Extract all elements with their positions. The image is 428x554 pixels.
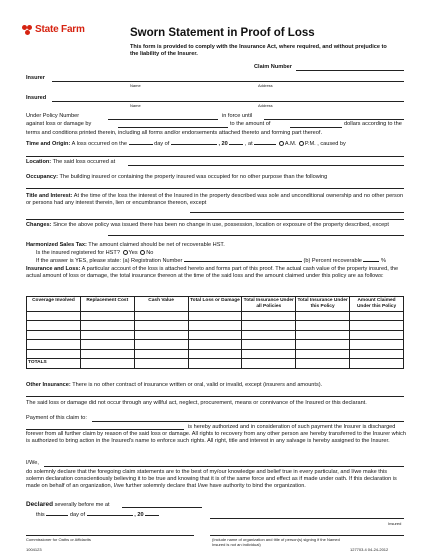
loss-table — [26, 296, 404, 369]
table-row — [27, 311, 404, 321]
totals-cell[interactable] — [134, 359, 188, 369]
declared-day-field[interactable] — [46, 515, 68, 516]
changes-row — [26, 222, 406, 229]
organization-label: (Include name of organization and title of person(s) signing if the Named Insured is not an individual) — [212, 537, 340, 547]
insured-signature-field[interactable] — [210, 518, 404, 519]
table-cell[interactable] — [134, 311, 188, 321]
title-interest-field-2[interactable] — [26, 219, 404, 220]
other-insurance-text: There is no other contract of insurance written or oral, valid or invalid, except (insurers and amounts). — [72, 382, 323, 388]
occupancy-text: The building insured or containing the property insured was occupied for no other purpose than the following — [59, 174, 328, 180]
caused-by-label: , caused by — [317, 141, 346, 147]
loss-table-header-cell: Replacement Cost — [80, 297, 134, 312]
totals-label: TOTALS — [27, 359, 81, 369]
hst-no-radio[interactable] — [140, 250, 145, 255]
table-cell[interactable] — [27, 330, 81, 340]
title-interest-field[interactable] — [190, 212, 404, 213]
table-cell[interactable] — [134, 340, 188, 350]
state-farm-logo — [22, 24, 85, 37]
table-cell[interactable] — [350, 321, 404, 331]
table-cell[interactable] — [296, 311, 350, 321]
policy-number-label: Under Policy Number — [26, 113, 80, 119]
loss-table-header-cell: Total Insurance Under all Policies — [242, 297, 296, 312]
table-cell[interactable] — [188, 330, 242, 340]
pm-label: P.M. — [304, 141, 316, 147]
hst-registration-field[interactable] — [184, 261, 302, 262]
totals-cell[interactable] — [242, 359, 296, 369]
hst-details-row — [36, 258, 386, 265]
hst-registration-label: If the answer is YES, please state: (a) Registration Number — [36, 258, 183, 264]
form-number: 1004123 — [26, 547, 42, 552]
occupancy-label: Occupancy: — [26, 174, 59, 180]
insurance-loss-text: A particular account of the loss is attached hereto and forms part of this proof. The actual cash value of the property insured, the actual amount of loss or damage, the total insurance thereon at the time of the said loss and the amount claimed under this policy are as follows: — [26, 266, 399, 279]
time-origin-text-b: day of — [154, 141, 170, 147]
table-cell[interactable] — [242, 321, 296, 331]
declaration-text: do solemnly declare that the foregoing claim statements are to the best of my/our knowledge and belief true in every particular, and I/we make this solemn declaration conscientiously believing it to be true and knowing that it is of the same force and effect as if made under oath. If this declaration is made on behalf of an organization, I/we further solemnly declare that I/we have authority to bind the organization. — [26, 469, 397, 489]
insurer-label: Insurer — [26, 75, 45, 81]
table-cell[interactable] — [27, 349, 81, 359]
declarant-name-field[interactable] — [44, 466, 404, 467]
occupancy-row — [26, 174, 406, 181]
loss-table-header — [27, 297, 404, 312]
hst-row — [26, 242, 225, 249]
this-label: this — [36, 512, 45, 518]
hst-label: Harmonized Sales Tax: — [26, 242, 87, 248]
table-cell[interactable] — [188, 321, 242, 331]
time-at-label: , at — [244, 141, 253, 147]
table-cell[interactable] — [188, 340, 242, 350]
location-label: Location: — [26, 159, 52, 165]
hst-yes-radio[interactable] — [123, 250, 128, 255]
table-cell[interactable] — [242, 340, 296, 350]
changes-field[interactable] — [108, 235, 404, 236]
dollars-according-label: dollars according to the — [344, 121, 402, 127]
loss-table-header-cell: Amount Claimed Under this Policy — [350, 297, 404, 312]
declared-date-row — [36, 512, 159, 519]
table-row — [27, 321, 404, 331]
revision-number: 127703.4 04-24-2012 — [350, 547, 389, 552]
iwe-label: I/We, — [26, 460, 39, 466]
insured-name-sub: Name — [130, 103, 141, 108]
table-cell[interactable] — [27, 311, 81, 321]
form-intro: This form is provided to comply with the Insurance Act, where required, and without prejudice to the liability of the Insurer. — [130, 44, 387, 57]
table-cell[interactable] — [134, 321, 188, 331]
in-force-label: in force until — [222, 113, 253, 119]
table-cell[interactable] — [296, 321, 350, 331]
policy-number-field[interactable] — [108, 119, 218, 120]
hst-question-row — [36, 250, 153, 257]
month-field[interactable] — [171, 144, 217, 145]
loss-table-header-cell: Total Loss or Damage — [188, 297, 242, 312]
title-interest-row — [26, 193, 406, 207]
loss-table-header-cell: Coverage Involved — [27, 297, 81, 312]
insured-signature-label: Insured — [388, 521, 402, 526]
table-cell[interactable] — [27, 340, 81, 350]
declared-label: Declared — [26, 501, 53, 508]
table-cell[interactable] — [296, 330, 350, 340]
loss-table-header-cell: Cash Value — [134, 297, 188, 312]
table-cell[interactable] — [80, 311, 134, 321]
insurer-name-sub: Name — [130, 83, 141, 88]
table-cell[interactable] — [134, 349, 188, 359]
table-cell[interactable] — [188, 349, 242, 359]
against-loss-label: against loss or damage by — [26, 121, 92, 127]
location-text: The said loss occurred at — [52, 159, 116, 165]
form-title: Sworn Statement in Proof of Loss — [130, 27, 315, 39]
table-cell[interactable] — [296, 340, 350, 350]
commissioner-signature-field[interactable] — [26, 535, 194, 536]
hst-percent-label: (b) Percent recoverable — [303, 258, 362, 264]
pm-radio[interactable] — [299, 141, 304, 146]
declared-text: severally before me at — [54, 502, 110, 508]
table-cell[interactable] — [242, 311, 296, 321]
other-insurance-label: Other Insurance: — [26, 382, 71, 388]
insured-address-sub: Address — [258, 103, 273, 108]
hst-text: The amount claimed should be net of recoverable HST. — [88, 242, 225, 248]
declared-location-field[interactable] — [122, 507, 202, 508]
totals-row — [27, 359, 404, 369]
totals-cell[interactable] — [188, 359, 242, 369]
time-field[interactable] — [254, 144, 276, 145]
hst-no-label: No — [146, 250, 154, 256]
table-cell[interactable] — [350, 311, 404, 321]
insurer-address-sub: Address — [258, 83, 273, 88]
terms-text: terms and conditions printed therein, including all forms and/or endorsements attached thereto and forming part thereof. — [26, 130, 323, 136]
changes-text: Since the above policy was issued there has been no change in use, possession, location or exposure of the property described, except — [53, 222, 389, 228]
payment-label: Payment of this claim to: — [26, 415, 87, 421]
hst-question: Is the insured registered for HST? — [36, 250, 120, 256]
day-field[interactable] — [129, 144, 153, 145]
state-farm-ovals-icon — [22, 25, 33, 35]
am-label: A.M. — [284, 141, 297, 147]
loss-cause-field[interactable] — [118, 127, 228, 128]
totals-cell[interactable] — [350, 359, 404, 369]
claim-number-label: Claim Number — [254, 64, 292, 70]
table-cell[interactable] — [27, 321, 81, 331]
hst-percent-field[interactable] — [363, 261, 379, 262]
table-cell[interactable] — [80, 330, 134, 340]
title-interest-label: Title and Interest: — [26, 193, 73, 199]
table-row — [27, 330, 404, 340]
logo-text: State Farm — [35, 24, 85, 35]
location-row — [26, 159, 115, 166]
loss-table-header-cell: Total Insurance Under this Policy — [296, 297, 350, 312]
table-cell[interactable] — [296, 349, 350, 359]
amount-label: to the amount of — [230, 121, 271, 127]
changes-label: Changes: — [26, 222, 52, 228]
amount-field[interactable] — [290, 127, 342, 128]
totals-cell[interactable] — [296, 359, 350, 369]
declared-year-field[interactable] — [145, 515, 159, 516]
year-field[interactable] — [229, 144, 243, 145]
time-origin-text-a: A loss occurred on the — [71, 141, 127, 147]
table-cell[interactable] — [134, 330, 188, 340]
fraud-text: The said loss or damage did not occur through any willful act, neglect, procurement, means or connivance of the Insured or this declarant. — [26, 400, 367, 406]
other-insurance-field[interactable] — [26, 396, 404, 397]
hst-yes-label: Yes — [128, 250, 138, 256]
totals-cell[interactable] — [80, 359, 134, 369]
insurance-loss-label: Insurance and Loss: — [26, 266, 81, 272]
table-row — [27, 349, 404, 359]
table-row — [27, 340, 404, 350]
table-cell[interactable] — [188, 311, 242, 321]
cause-field[interactable] — [26, 156, 404, 157]
declared-month-field[interactable] — [87, 515, 133, 516]
declared-year-prefix: , 20 — [134, 512, 144, 518]
insured-field[interactable] — [52, 101, 404, 102]
table-cell[interactable] — [80, 349, 134, 359]
payment-text: is hereby authorized and in consideration of such payment the Insurer is discharged forever from all further claim by reason of the said loss or damage. All rights to recovery from any other person are hereby transferred to the Insurer which is authorized to bring action in the Insured's name to enforce such rights. All right, title and interest in any salvage is hereby assigned to the Insurer. — [26, 424, 406, 444]
insured-label: Insured — [26, 95, 47, 101]
in-force-until-field[interactable] — [264, 119, 404, 120]
year-prefix: , 20 — [218, 141, 228, 147]
table-cell[interactable] — [350, 349, 404, 359]
claim-number-field[interactable] — [296, 70, 404, 71]
org-signature-field[interactable] — [210, 535, 404, 536]
location-field[interactable] — [128, 165, 404, 166]
table-cell[interactable] — [80, 340, 134, 350]
commissioner-label: Commissioner for Oaths or Affidavits — [26, 537, 91, 542]
time-origin-row — [26, 141, 416, 148]
occupancy-field[interactable] — [26, 188, 404, 189]
table-cell[interactable] — [350, 330, 404, 340]
table-cell[interactable] — [80, 321, 134, 331]
title-interest-text: At the time of the loss the interest of the Insured in the property described was sole and unconditional ownership and no other person or persons had any interest therein, lien or encumbrance thereon, except — [26, 193, 404, 206]
payment-field[interactable] — [92, 421, 404, 422]
table-cell[interactable] — [350, 340, 404, 350]
declared-row — [26, 501, 110, 509]
insurer-field[interactable] — [52, 81, 404, 82]
other-insurance-row — [26, 382, 406, 389]
table-cell[interactable] — [242, 349, 296, 359]
day-of-label: day of — [69, 512, 86, 518]
time-origin-label: Time and Origin: — [26, 141, 71, 147]
am-radio[interactable] — [279, 141, 284, 146]
insurance-loss-row — [26, 266, 406, 280]
table-cell[interactable] — [242, 330, 296, 340]
hst-percent-sign: % — [381, 258, 387, 264]
